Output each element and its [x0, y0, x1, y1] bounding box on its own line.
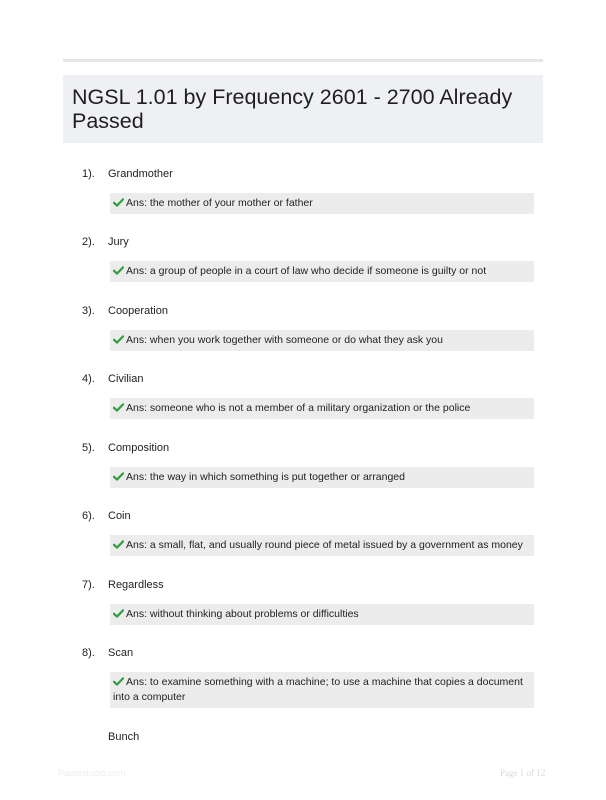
question-word: Cooperation [108, 305, 168, 317]
answer-box [110, 330, 534, 351]
question-word: Scan [108, 647, 134, 659]
answer-box [110, 535, 534, 556]
question-word: Regardless [108, 579, 164, 591]
question-number: 6). [82, 510, 95, 522]
question-number: 7). [82, 579, 95, 591]
answer-box [110, 261, 534, 282]
question-word: Composition [108, 442, 170, 454]
answer-box [110, 604, 534, 625]
answer-box [110, 193, 534, 214]
question-number: 5). [82, 442, 95, 454]
answer-text: Ans: the way in which something is put together or arranged [126, 471, 405, 483]
answer-box [110, 672, 534, 708]
answer-box [110, 398, 534, 419]
page-number: Page 1 of 12 [500, 768, 546, 778]
answer-text: Ans: a small, flat, and usually round piece of metal issued by a government as money [126, 539, 523, 551]
question-number: 3). [82, 305, 95, 317]
checkmark-icon [113, 198, 124, 207]
checkmark-icon [113, 609, 124, 618]
answer-text: Ans: without thinking about problems or difficulties [126, 608, 359, 620]
question-number: 1). [82, 168, 95, 180]
checkmark-icon [113, 472, 124, 481]
checkmark-icon [113, 266, 124, 275]
question-number: 8). [82, 647, 95, 659]
answer-text: Ans: someone who is not a member of a military organization or the police [126, 402, 471, 414]
question-word: Jury [108, 236, 129, 248]
question-word: Bunch [108, 731, 140, 743]
answer-text: Ans: to examine something with a machine; to use a machine that copies a document into a computer [113, 676, 523, 703]
checkmark-icon [113, 540, 124, 549]
answer-box [110, 467, 534, 488]
checkmark-icon [113, 403, 124, 412]
checkmark-icon [113, 335, 124, 344]
question-word: Grandmother [108, 168, 173, 180]
answer-text: Ans: a group of people in a court of law who decide if someone is guilty or not [126, 265, 487, 277]
page-title: NGSL 1.01 by Frequency 2601 - 2700 Already Passed [72, 85, 513, 133]
answer-text: Ans: the mother of your mother or father [126, 197, 313, 209]
question-word: Coin [108, 510, 131, 522]
question-number: 4). [82, 373, 95, 385]
question-number: 2). [82, 236, 95, 248]
checkmark-icon [113, 677, 124, 686]
footer-watermark: Paperstudio.com [58, 768, 126, 778]
answer-text: Ans: when you work together with someone or do what they ask you [126, 334, 443, 346]
question-word: Civilian [108, 373, 144, 385]
